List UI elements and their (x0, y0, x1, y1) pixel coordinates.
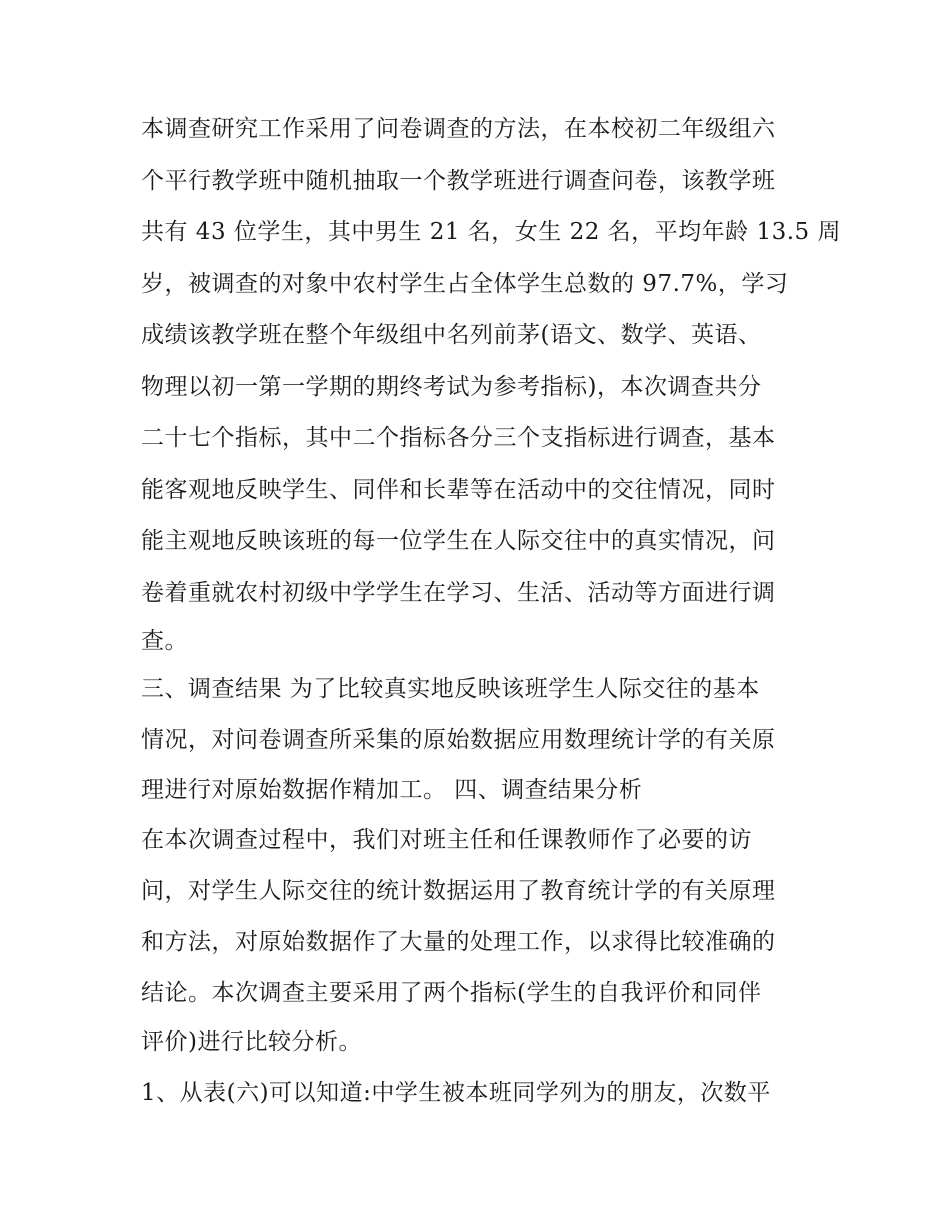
text-line: 理进行对原始数据作精加工。 四、调查结果分析 (141, 777, 643, 803)
text-line: 1、从表(六)可以知道:中学生被本班同学列为的朋友，次数平 (141, 1080, 771, 1106)
text-line: 评价)进行比较分析。 (141, 1029, 362, 1055)
text-line: 个平行教学班中随机抽取一个教学班进行调查问卷，该教学班 (141, 168, 776, 194)
text-line: 成绩该教学班在整个年级组中名列前茅(语文、数学、英语、 (141, 322, 762, 348)
text-line: 岁，被调查的对象中农村学生占全体学生总数的 97.7%，学习 (141, 271, 789, 297)
text-line: 物理以初一第一学期的期终考试为参考指标)，本次调查共分 (141, 374, 762, 400)
text-line: 本调查研究工作采用了问卷调查的方法，在本校初二年级组六 (141, 116, 776, 142)
text-line: 问，对学生人际交往的统计数据运用了教育统计学的有关原理 (141, 878, 776, 904)
text-line: 三、调查结果 为了比较真实地反映该班学生人际交往的基本 (141, 676, 760, 702)
text-line: 结论。本次调查主要采用了两个指标(学生的自我评价和同伴 (141, 980, 762, 1006)
text-line: 在本次调查过程中，我们对班主任和任课教师作了必要的访 (141, 827, 752, 853)
text-line: 情况，对问卷调查所采集的原始数据应用数理统计学的有关原 (141, 727, 776, 753)
text-line: 共有 43 位学生，其中男生 21 名，女生 22 名，平均年龄 13.5 周 (141, 219, 841, 245)
text-line: 查。 (141, 628, 188, 654)
text-line: 能主观地反映该班的每一位学生在人际交往中的真实情况，问 (141, 528, 776, 554)
text-line: 能客观地反映学生、同伴和长辈等在活动中的交往情况，同时 (141, 477, 776, 503)
text-line: 二十七个指标，其中二个指标各分三个支指标进行调查，基本 (141, 425, 776, 451)
text-line: 卷着重就农村初级中学学生在学习、生活、活动等方面进行调 (141, 580, 776, 606)
text-line: 和方法，对原始数据作了大量的处理工作，以求得比较准确的 (141, 929, 776, 955)
